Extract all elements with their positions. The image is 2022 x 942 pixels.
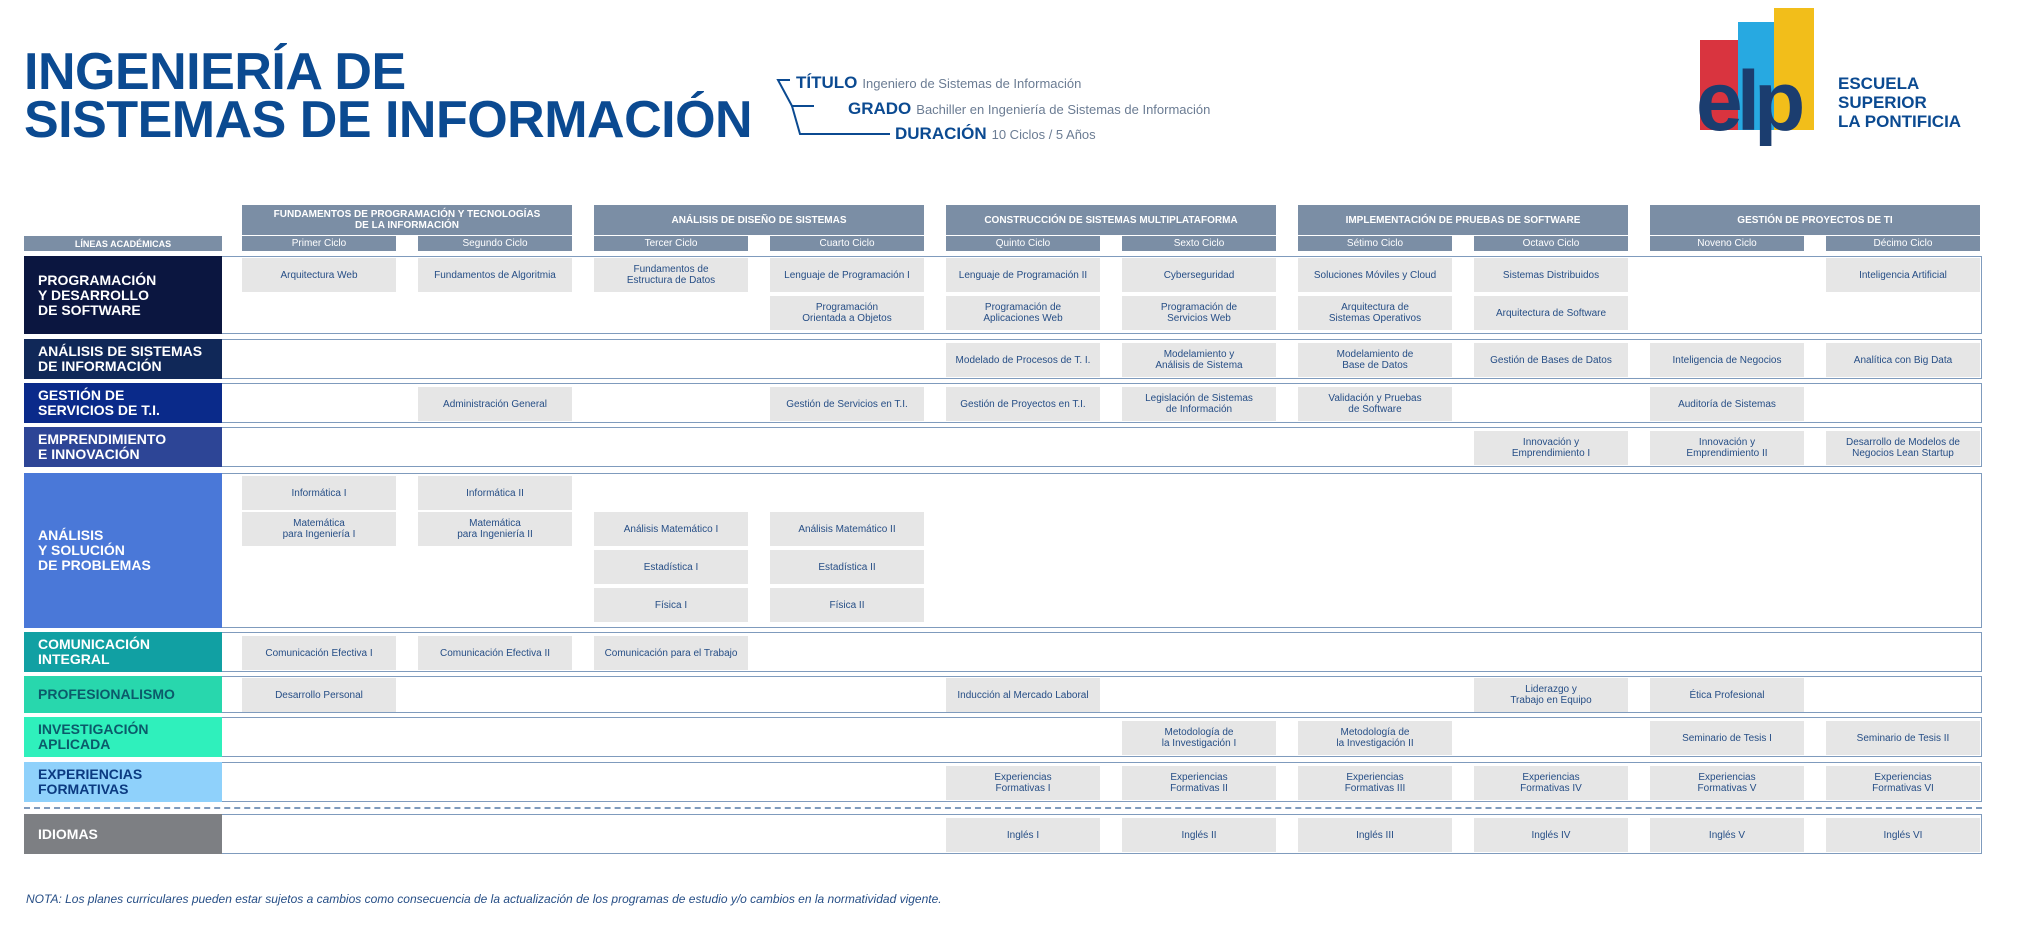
course-cell: Administración General	[418, 387, 572, 421]
grado-label: GRADO	[848, 99, 912, 118]
course-cell: Comunicación Efectiva I	[242, 636, 396, 670]
course-cell: Liderazgo y Trabajo en Equipo	[1474, 678, 1628, 712]
course-cell: Validación y Pruebas de Software	[1298, 387, 1452, 421]
course-cell: Fundamentos de Algoritmia	[418, 258, 572, 292]
course-cell: Desarrollo de Modelos de Negocios Lean Startup	[1826, 431, 1980, 465]
separator-dashed-line	[24, 807, 1982, 809]
course-cell: Desarrollo Personal	[242, 678, 396, 712]
course-cell: Arquitectura Web	[242, 258, 396, 292]
cycle-header: Sétimo Ciclo	[1298, 236, 1452, 251]
course-cell: Modelado de Procesos de T. I.	[946, 343, 1100, 377]
line-label: PROFESIONALISMO	[24, 676, 222, 713]
line-label: PROGRAMACIÓN Y DESARROLLO DE SOFTWARE	[24, 256, 222, 334]
phase-header: GESTIÓN DE PROYECTOS DE TI	[1650, 205, 1980, 235]
course-cell: Lenguaje de Programación I	[770, 258, 924, 292]
course-cell: Análisis Matemático II	[770, 512, 924, 546]
course-cell: Experiencias Formativas II	[1122, 766, 1276, 800]
course-cell: Experiencias Formativas III	[1298, 766, 1452, 800]
line-label: COMUNICACIÓN INTEGRAL	[24, 632, 222, 672]
course-cell: Ética Profesional	[1650, 678, 1804, 712]
course-cell: Inglés VI	[1826, 818, 1980, 852]
course-cell: Gestión de Servicios en T.I.	[770, 387, 924, 421]
course-cell: Gestión de Bases de Datos	[1474, 343, 1628, 377]
cycle-header: Sexto Ciclo	[1122, 236, 1276, 251]
course-cell: Inglés IV	[1474, 818, 1628, 852]
titulo-row	[796, 74, 1081, 92]
course-cell: Metodología de la Investigación II	[1298, 721, 1452, 755]
cycle-header: Quinto Ciclo	[946, 236, 1100, 251]
course-cell: Física II	[770, 588, 924, 622]
line-label: INVESTIGACIÓN APLICADA	[24, 717, 222, 757]
phase-header: IMPLEMENTACIÓN DE PRUEBAS DE SOFTWARE	[1298, 205, 1628, 235]
cycle-header: Segundo Ciclo	[418, 236, 572, 251]
course-cell: Inglés I	[946, 818, 1100, 852]
line-label: IDIOMAS	[24, 814, 222, 854]
course-cell: Arquitectura de Sistemas Operativos	[1298, 296, 1452, 330]
course-cell: Lenguaje de Programación II	[946, 258, 1100, 292]
logo-text-line-2: SUPERIOR	[1838, 93, 1927, 112]
course-cell: Gestión de Proyectos en T.I.	[946, 387, 1100, 421]
course-cell: Inteligencia Artificial	[1826, 258, 1980, 292]
line-label: ANÁLISIS Y SOLUCIÓN DE PROBLEMAS	[24, 473, 222, 628]
course-cell: Física I	[594, 588, 748, 622]
cycle-header: Cuarto Ciclo	[770, 236, 924, 251]
phase-header: ANÁLISIS DE DISEÑO DE SISTEMAS	[594, 205, 924, 235]
course-cell: Matemática para Ingeniería I	[242, 512, 396, 546]
course-cell: Seminario de Tesis I	[1650, 721, 1804, 755]
cycle-header: Décimo Ciclo	[1826, 236, 1980, 251]
cycle-header: Octavo Ciclo	[1474, 236, 1628, 251]
course-cell: Experiencias Formativas VI	[1826, 766, 1980, 800]
course-cell: Analítica con Big Data	[1826, 343, 1980, 377]
logo-text-line-1: ESCUELA	[1838, 74, 1920, 93]
course-cell: Innovación y Emprendimiento II	[1650, 431, 1804, 465]
course-cell: Comunicación para el Trabajo	[594, 636, 748, 670]
logo-mark: elp	[1696, 54, 1800, 146]
phase-header: CONSTRUCCIÓN DE SISTEMAS MULTIPLATAFORMA	[946, 205, 1276, 235]
course-cell: Programación de Servicios Web	[1122, 296, 1276, 330]
course-cell: Experiencias Formativas IV	[1474, 766, 1628, 800]
cycle-header: Tercer Ciclo	[594, 236, 748, 251]
titulo-label: TÍTULO	[796, 73, 858, 92]
course-cell: Estadística I	[594, 550, 748, 584]
duracion-value: 10 Ciclos / 5 Años	[991, 127, 1096, 142]
line-label: ANÁLISIS DE SISTEMAS DE INFORMACIÓN	[24, 339, 222, 379]
course-cell: Programación de Aplicaciones Web	[946, 296, 1100, 330]
grado-value: Bachiller en Ingeniería de Sistemas de Información	[916, 102, 1211, 117]
course-cell: Soluciones Móviles y Cloud	[1298, 258, 1452, 292]
course-cell: Sistemas Distribuidos	[1474, 258, 1628, 292]
logo-text	[1838, 74, 1961, 131]
course-cell: Inglés III	[1298, 818, 1452, 852]
course-cell: Informática II	[418, 476, 572, 510]
course-cell: Inglés II	[1122, 818, 1276, 852]
course-cell: Inglés V	[1650, 818, 1804, 852]
course-cell: Auditoría de Sistemas	[1650, 387, 1804, 421]
elp-logo-icon	[1692, 6, 1832, 146]
logo-text-line-3: LA PONTIFICIA	[1838, 112, 1962, 131]
course-cell: Análisis Matemático I	[594, 512, 748, 546]
page-title-line-1: INGENIERÍA DE	[24, 43, 406, 101]
cycle-header: Noveno Ciclo	[1650, 236, 1804, 251]
phase-header: FUNDAMENTOS DE PROGRAMACIÓN Y TECNOLOGÍAS DE LA INFORMACIÓN	[242, 205, 572, 235]
course-cell: Comunicación Efectiva II	[418, 636, 572, 670]
course-cell: Matemática para Ingeniería II	[418, 512, 572, 546]
course-cell: Experiencias Formativas V	[1650, 766, 1804, 800]
course-cell: Modelamiento de Base de Datos	[1298, 343, 1452, 377]
course-cell: Inducción al Mercado Laboral	[946, 678, 1100, 712]
grado-row	[848, 100, 1210, 118]
line-label: GESTIÓN DE SERVICIOS DE T.I.	[24, 383, 222, 423]
duracion-label: DURACIÓN	[895, 124, 987, 143]
course-cell: Metodología de la Investigación I	[1122, 721, 1276, 755]
course-cell: Estadística II	[770, 550, 924, 584]
course-cell: Cyberseguridad	[1122, 258, 1276, 292]
course-cell: Inteligencia de Negocios	[1650, 343, 1804, 377]
titulo-value: Ingeniero de Sistemas de Información	[862, 76, 1082, 91]
course-cell: Informática I	[242, 476, 396, 510]
page-title-line-2: SISTEMAS DE INFORMACIÓN	[24, 91, 753, 149]
course-cell: Legislación de Sistemas de Información	[1122, 387, 1276, 421]
course-cell: Arquitectura de Software	[1474, 296, 1628, 330]
course-cell: Modelamiento y Análisis de Sistema	[1122, 343, 1276, 377]
footnote: NOTA: Los planes curriculares pueden estar sujetos a cambios como consecuencia de la actualización de los programas de estudio y/o cambios en la normatividad vigente.	[26, 892, 942, 906]
duracion-row	[895, 125, 1096, 143]
course-cell: Fundamentos de Estructura de Datos	[594, 258, 748, 292]
course-cell: Seminario de Tesis II	[1826, 721, 1980, 755]
line-label: EXPERIENCIAS FORMATIVAS	[24, 762, 222, 802]
course-cell: Programación Orientada a Objetos	[770, 296, 924, 330]
lineas-academicas-header: LÍNEAS ACADÉMICAS	[24, 236, 222, 251]
line-label: EMPRENDIMIENTO E INNOVACIÓN	[24, 427, 222, 467]
course-cell: Innovación y Emprendimiento I	[1474, 431, 1628, 465]
cycle-header: Primer Ciclo	[242, 236, 396, 251]
course-cell: Experiencias Formativas I	[946, 766, 1100, 800]
